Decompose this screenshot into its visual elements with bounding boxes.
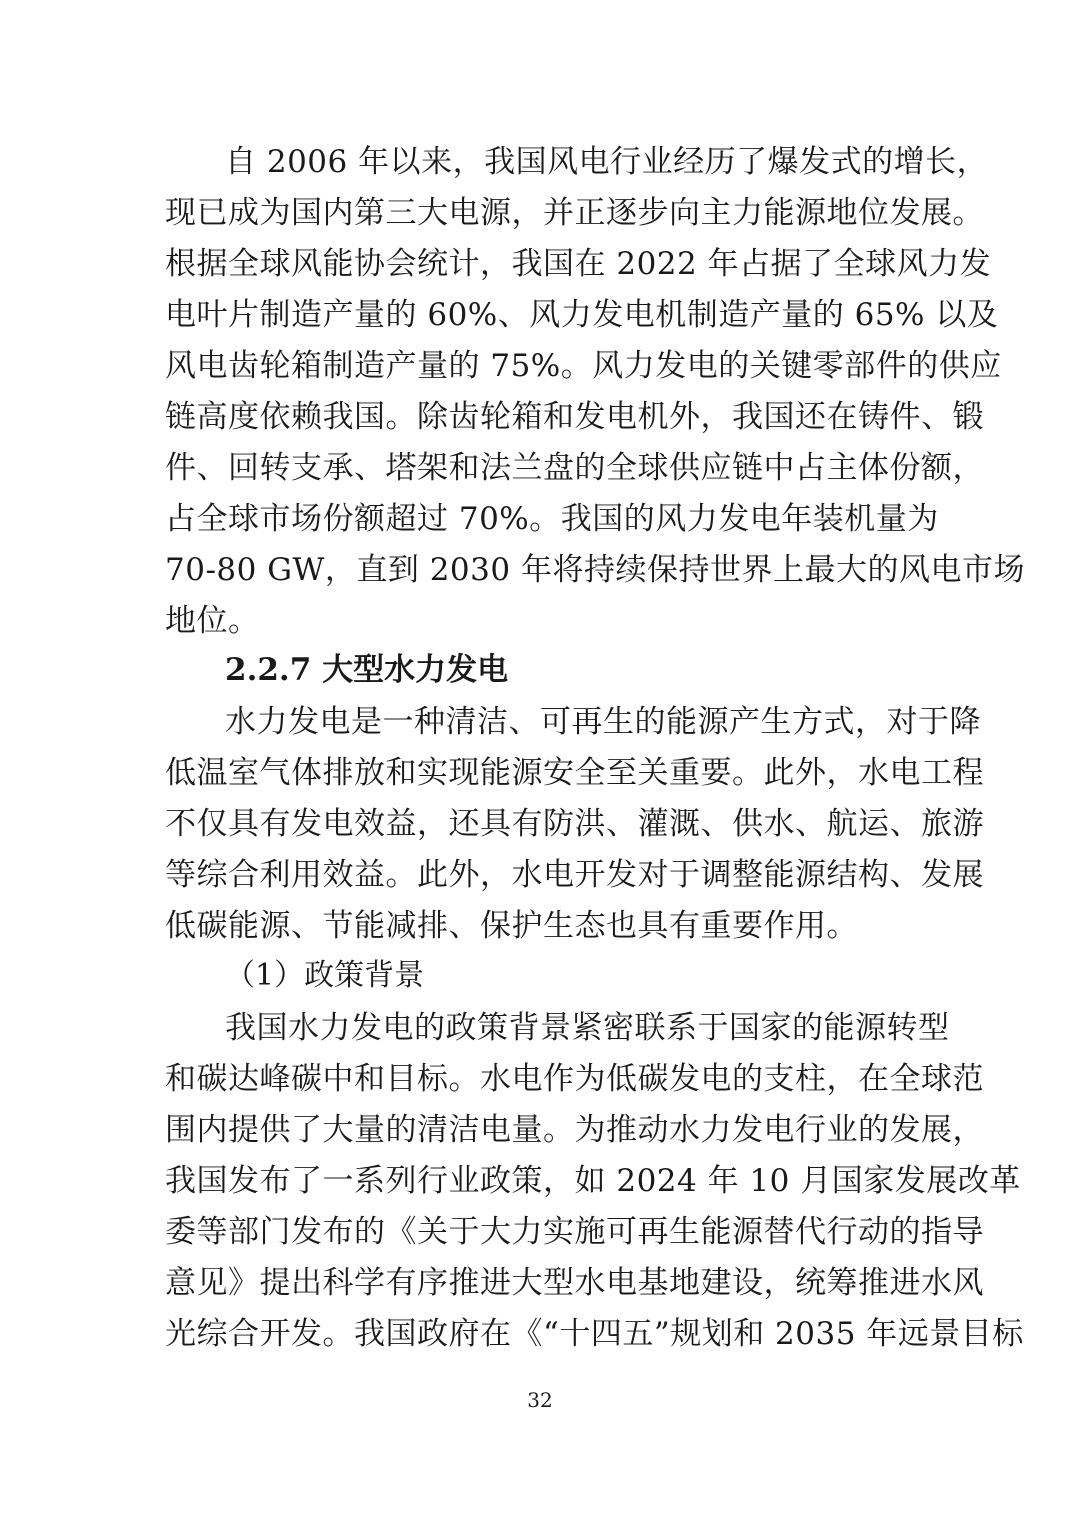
paragraph-line: 件、回转支承、塔架和法兰盘的全球供应链中占主体份额， <box>165 450 984 486</box>
paragraph-line: 等综合利用效益。此外，水电开发对于调整能源结构、发展 <box>165 857 984 893</box>
paragraph-line: 我国水力发电的政策背景紧密联系于国家的能源转型 <box>225 1010 950 1046</box>
paragraph-line: 意见》提出科学有序推进大型水电基地建设，统筹推进水风 <box>165 1265 984 1301</box>
paragraph-line: 电叶片制造产量的 60%、风力发电机制造产量的 65% 以及 <box>165 297 999 333</box>
paragraph-line: 根据全球风能协会统计，我国在 2022 年占据了全球风力发 <box>165 246 992 282</box>
paragraph-line: 自 2006 年以来，我国风电行业经历了爆发式的增长， <box>225 144 989 180</box>
paragraph-line: 不仅具有发电效益，还具有防洪、灌溉、供水、航运、旅游 <box>165 806 984 842</box>
paragraph-line: 低碳能源、节能减排、保护生态也具有重要作用。 <box>165 908 858 944</box>
paragraph-line: 水力发电是一种清洁、可再生的能源产生方式，对于降 <box>225 704 981 740</box>
paragraph-line: 现已成为国内第三大电源，并正逐步向主力能源地位发展。 <box>165 195 984 231</box>
paragraph-line: 围内提供了大量的清洁电量。为推动水力发电行业的发展， <box>165 1112 984 1148</box>
paragraph-line: 光综合开发。我国政府在《“十四五”规划和 2035 年远景目标 <box>165 1316 1024 1352</box>
paragraph-line: 链高度依赖我国。除齿轮箱和发电机外，我国还在铸件、锻 <box>165 399 984 435</box>
paragraph-line: 委等部门发布的《关于大力实施可再生能源替代行动的指导 <box>165 1214 984 1250</box>
page-number: 32 <box>527 1388 553 1412</box>
paragraph-line: 低温室气体排放和实现能源安全至关重要。此外，水电工程 <box>165 755 984 791</box>
paragraph-line: 我国发布了一系列行业政策，如 2024 年 10 月国家发展改革 <box>165 1163 1021 1199</box>
section-heading: 2.2.7 大型水力发电 <box>225 652 509 688</box>
paragraph-line: 70-80 GW，直到 2030 年将持续保持世界上最大的风电市场 <box>165 552 1025 588</box>
paragraph-line: 和碳达峰碳中和目标。水电作为低碳发电的支柱，在全球范 <box>165 1061 984 1097</box>
subsection-heading: （1）政策背景 <box>225 958 425 993</box>
paragraph-line: 风电齿轮箱制造产量的 75%。风力发电的关键零部件的供应 <box>165 348 1002 384</box>
paragraph-line: 占全球市场份额超过 70%。我国的风力发电年装机量为 <box>165 501 939 537</box>
paragraph-line: 地位。 <box>165 603 260 639</box>
